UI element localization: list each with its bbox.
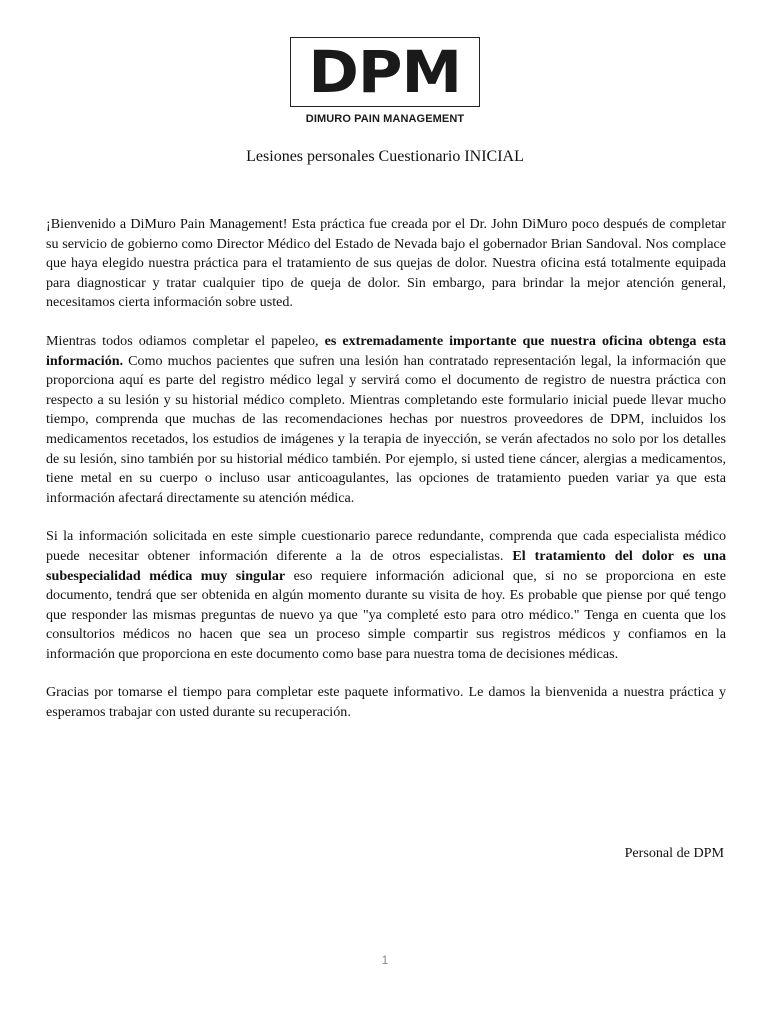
paragraph-redundant-emphasis: El tratamiento del dolor es una subespecialidad médica muy singular (46, 547, 726, 584)
logo-mark: DPM (308, 38, 462, 106)
paragraph-paperwork-start: Mientras todos odiamos completar el papeleo, (46, 332, 325, 349)
signature: Personal de DPM (624, 845, 724, 861)
document-body (46, 215, 726, 742)
paragraph-redundant-start: Si la información solicitada en este simple cuestionario parece redundante, comprenda que cada especialista médico puede necesitar obtener información diferente a la de otros especialistas. (46, 528, 726, 564)
paragraph-paperwork-emphasis: es extremadamente importante que nuestra oficina obtenga esta información. (46, 332, 727, 369)
page-number: 1 (381, 953, 389, 967)
logo (290, 37, 480, 107)
paragraph-paperwork (46, 332, 726, 508)
document-title: Lesiones personales Cuestionario INICIAL (246, 148, 524, 165)
paragraph-thanks: Gracias por tomarse el tiempo para completar este paquete informativo. Le damos la bienvenida a nuestra práctica y esperamos trabajar con usted durante su recuperación. (46, 684, 726, 721)
paragraph-redundant (46, 527, 726, 664)
paragraph-redundant-end: eso requiere información adicional que, si no se proporciona en este documento, tendrá que ser obtenida en algún momento durante su visita de hoy. Es probable que piense por qué tengo que responder las mismas preguntas de nuevo ya que "ya completé esto para otro médico." Tenga en cuenta que los consultorios médicos no hacen que sea un proceso simple compartir sus registros médicos y confiamos en la información que proporciona en este documento como base para nuestra toma de decisiones médicas. (46, 567, 726, 662)
paragraph-welcome: ¡Bienvenido a DiMuro Pain Management! Esta práctica fue creada por el Dr. John DiMuro poco después de completar su servicio de gobierno como Director Médico del Estado de Nevada bajo el gobernador Brian Sandoval. Nos complace que haya elegido nuestra práctica para el tratamiento de sus quejas de dolor. Nuestra oficina está totalmente equipada para diagnosticar y tratar cualquier tipo de queja de dolor. Sin embargo, para brindar la mejor atención general, necesitamos cierta información sobre usted. (46, 216, 726, 311)
logo-subtitle: DIMURO PAIN MANAGEMENT (305, 113, 465, 125)
paragraph-paperwork-end: Como muchos pacientes que sufren una lesión han contratado representación legal, la información que proporciona aquí es parte del registro médico legal y servirá como el documento de registro de nuestra práctica con respecto a su lesión y su historial médico completo. Mientras completando este formulario inicial puede llevar mucho tiempo, comprenda que muchas de las recomendaciones hechas por nuestros proveedores de DPM, incluidos los medicamentos recetados, los estudios de imágenes y la terapia de inyección, se verán afectados no solo por los detalles de su lesión, sino también por su historial médico también. Por ejemplo, si usted tiene cáncer, alergias a medicamentos, tiene metal en su cuerpo o incluso usar anticoagulantes, las opciones de tratamiento pueden variar ya que esta información afectará directamente su atención médica. (46, 352, 726, 506)
